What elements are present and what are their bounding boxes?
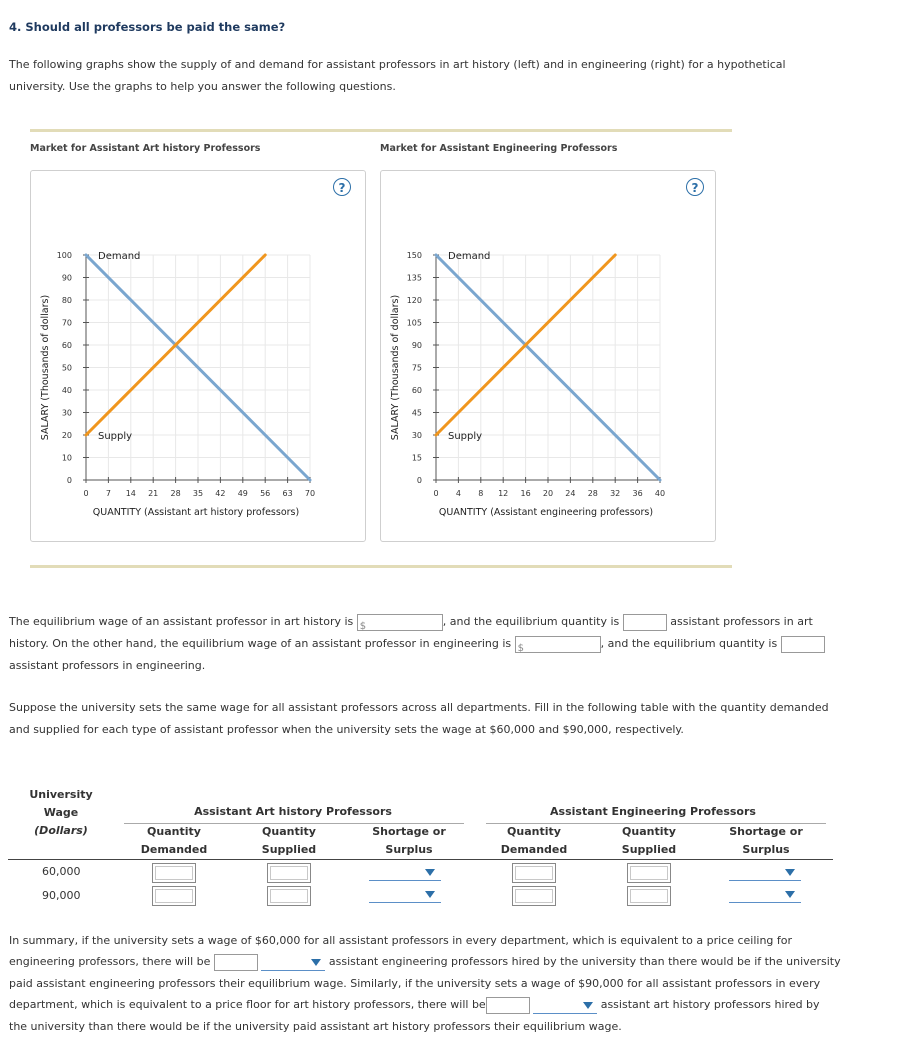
y-tick-label: 0 — [416, 476, 422, 485]
art-qs-60000-input[interactable] — [267, 863, 311, 883]
equilibrium-line-1 — [9, 611, 813, 633]
art-ss-60000-dropdown[interactable] — [369, 864, 441, 881]
x-axis-title: QUANTITY (Assistant engineering professors) — [438, 507, 654, 518]
art-ss-header-2: Surplus — [385, 843, 433, 856]
bottom-divider — [30, 565, 732, 568]
art-group-header: Assistant Art history Professors — [194, 805, 392, 818]
intro-line-2: university. Use the graphs to help you answer the following questions. — [9, 80, 396, 93]
y-tick-label: 70 — [61, 318, 72, 328]
demand-label: Demand — [98, 251, 141, 262]
eng-qs-header-2: Supplied — [621, 843, 677, 856]
summary-line-4 — [9, 994, 820, 1016]
eng-qs-90000-input[interactable] — [627, 886, 671, 906]
eng-qd-header-1: Quantity — [507, 825, 561, 838]
x-tick-label: 7 — [105, 489, 111, 498]
x-tick-label: 16 — [520, 489, 531, 498]
y-axis-title: SALARY (Thousands of dollars) — [40, 294, 51, 441]
y-tick-label: 100 — [56, 251, 72, 260]
eq-text-1a: The equilibrium wage of an assistant professor in art history is — [9, 615, 354, 628]
y-tick-label: 30 — [61, 408, 72, 418]
art-help-icon[interactable]: ? — [333, 178, 351, 196]
eq-text-2a: history. On the other hand, the equilibrium wage of an assistant professor in engineering is — [9, 637, 512, 650]
row-wage-90000: 90,000 — [42, 889, 81, 902]
suppose-line-1: Suppose the university sets the same wage for all assistant professors across all departments. Fill in the following table with the quantity demanded — [9, 701, 829, 714]
supply-label: Supply — [98, 431, 133, 442]
equilibrium-line-3: assistant professors in engineering. — [9, 659, 206, 672]
x-tick-label: 49 — [237, 489, 248, 498]
y-tick-label: 90 — [411, 341, 422, 350]
art-qs-90000-input[interactable] — [267, 886, 311, 906]
y-tick-label: 50 — [61, 363, 72, 373]
x-tick-label: 0 — [83, 489, 89, 498]
x-tick-label: 28 — [170, 489, 181, 498]
art-qs-header-2: Supplied — [261, 843, 317, 856]
art-chart-title: Market for Assistant Art history Professors — [30, 143, 261, 154]
table-header-rule — [8, 859, 833, 860]
y-tick-label: 150 — [406, 251, 422, 260]
equilibrium-line-2 — [9, 633, 825, 655]
row-wage-60000: 60,000 — [42, 865, 81, 878]
eng-hired-quantity-input[interactable] — [214, 954, 258, 971]
y-tick-label: 90 — [61, 273, 72, 283]
x-tick-label: 8 — [478, 489, 484, 498]
summary-line-5: the university than there would be if the university paid assistant art history professors their equilibrium wage. — [9, 1020, 622, 1033]
x-tick-label: 56 — [260, 489, 271, 498]
summary-text-2a: engineering professors, there will be — [9, 955, 211, 968]
eng-ss-header-1: Shortage or — [729, 825, 803, 838]
eng-qs-60000-input[interactable] — [627, 863, 671, 883]
y-tick-label: 60 — [411, 386, 422, 395]
x-tick-label: 28 — [587, 489, 598, 498]
summary-text-4b: assistant art history professors hired by — [600, 998, 820, 1011]
y-tick-label: 45 — [411, 408, 422, 418]
x-tick-label: 14 — [125, 489, 136, 498]
art-ss-header-1: Shortage or — [372, 825, 446, 838]
eng-qs-header-1: Quantity — [622, 825, 676, 838]
eng-ss-90000-dropdown[interactable] — [729, 886, 801, 903]
eng-ss-60000-dropdown[interactable] — [729, 864, 801, 881]
y-tick-label: 80 — [61, 296, 72, 305]
summary-text-2b: assistant engineering professors hired by the university than there would be if the university — [328, 955, 841, 968]
y-tick-label: 15 — [411, 453, 422, 463]
summary-line-1: In summary, if the university sets a wage of $60,000 for all assistant professors in every department, which is equivalent to a price ceiling for — [9, 934, 793, 947]
wage-header-2: Wage — [43, 806, 79, 819]
eng-chart — [390, 251, 665, 518]
demand-label: Demand — [448, 251, 491, 262]
art-qd-90000-input[interactable] — [152, 886, 196, 906]
dollar-sign: $ — [517, 642, 525, 654]
eq-text-1c: assistant professors in art — [670, 615, 813, 628]
y-tick-label: 0 — [66, 476, 72, 485]
y-tick-label: 30 — [411, 431, 422, 440]
y-tick-label: 10 — [61, 453, 72, 463]
x-tick-label: 12 — [498, 489, 509, 498]
x-tick-label: 32 — [610, 489, 621, 498]
eng-qd-60000-input[interactable] — [512, 863, 556, 883]
summary-text-4a: department, which is equivalent to a price floor for art history professors, there will be — [9, 998, 486, 1011]
art-qd-header-1: Quantity — [147, 825, 201, 838]
y-tick-label: 20 — [61, 431, 72, 440]
eng-help-icon[interactable]: ? — [686, 178, 704, 196]
art-ss-90000-dropdown[interactable] — [369, 886, 441, 903]
eng-ss-header-2: Surplus — [742, 843, 790, 856]
y-tick-label: 135 — [406, 273, 422, 283]
eng-group-header: Assistant Engineering Professors — [550, 805, 756, 818]
supply-label: Supply — [448, 431, 483, 442]
x-tick-label: 24 — [565, 489, 576, 498]
eng-qd-header-2: Demanded — [500, 843, 568, 856]
art-hired-comparison-dropdown[interactable] — [533, 997, 597, 1014]
art-hired-quantity-input[interactable] — [486, 997, 530, 1014]
art-qd-header-2: Demanded — [140, 843, 208, 856]
x-tick-label: 20 — [542, 489, 554, 498]
x-tick-label: 36 — [632, 489, 643, 498]
question-title: 4. Should all professors be paid the same? — [9, 20, 286, 34]
art-eq-wage-input[interactable] — [357, 614, 443, 631]
x-tick-label: 4 — [455, 489, 461, 498]
y-tick-label: 60 — [61, 341, 72, 350]
eng-eq-quantity-input[interactable] — [781, 636, 825, 653]
suppose-line-2: and supplied for each type of assistant professor when the university sets the wage at $60,000 and $90,000, respectively. — [9, 723, 684, 736]
x-tick-label: 35 — [192, 489, 204, 498]
x-tick-label: 21 — [148, 489, 159, 498]
eq-text-2b: , and the equilibrium quantity is — [600, 637, 778, 650]
dollar-sign: $ — [359, 620, 367, 632]
art-chart — [40, 251, 315, 518]
x-tick-label: 40 — [654, 489, 666, 498]
wage-header-3: (Dollars) — [34, 824, 88, 837]
eng-hired-comparison-dropdown[interactable] — [261, 954, 325, 971]
summary-line-2 — [9, 951, 841, 973]
summary-line-3: paid assistant engineering professors their equilibrium wage. Similarly, if the university sets a wage of $90,000 for all assistant professors in every — [9, 977, 821, 990]
art-eq-quantity-input[interactable] — [623, 614, 667, 631]
y-tick-label: 105 — [406, 318, 422, 328]
eng-eq-wage-input[interactable] — [515, 636, 601, 653]
eng-qd-90000-input[interactable] — [512, 886, 556, 906]
y-tick-label: 40 — [61, 386, 72, 395]
wage-header-1: University — [29, 788, 93, 801]
x-tick-label: 0 — [433, 489, 439, 498]
art-qs-header-1: Quantity — [262, 825, 316, 838]
y-tick-label: 75 — [411, 363, 422, 373]
x-axis-title: QUANTITY (Assistant art history professors) — [92, 507, 300, 518]
x-tick-label: 42 — [215, 489, 226, 498]
x-tick-label: 63 — [282, 489, 293, 498]
eng-chart-title: Market for Assistant Engineering Professors — [380, 143, 618, 154]
art-qd-60000-input[interactable] — [152, 863, 196, 883]
y-axis-title: SALARY (Thousands of dollars) — [390, 294, 401, 441]
y-tick-label: 120 — [406, 296, 422, 305]
intro-line-1: The following graphs show the supply of and demand for assistant professors in art history (left) and in engineering (right) for a hypothetical — [9, 58, 786, 71]
x-tick-label: 70 — [304, 489, 316, 498]
eq-text-1b: , and the equilibrium quantity is — [442, 615, 620, 628]
